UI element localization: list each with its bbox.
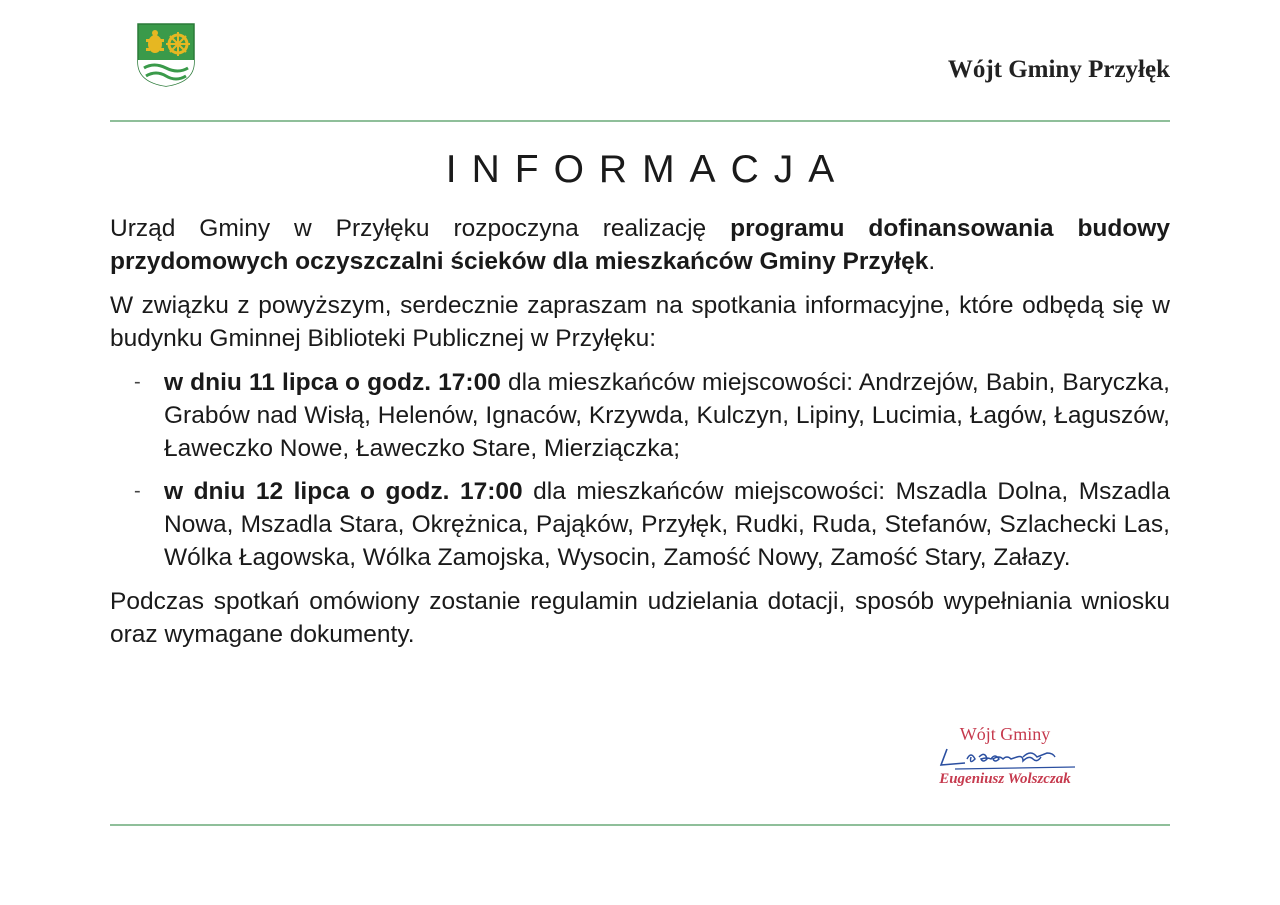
footer-divider bbox=[110, 824, 1170, 826]
intro-text: Urząd Gminy w Przyłęku rozpoczyna realizację bbox=[110, 215, 731, 242]
stamp-title: Wójt Gminy bbox=[959, 724, 1051, 744]
page-title: INFORMACJA bbox=[445, 148, 850, 191]
document-body bbox=[110, 212, 1170, 662]
meeting-villages: dla mieszkańców miejscowości: Andrzejów, Babin, Baryczka, Grabów nad Wisłą, Helenów, Ignaców, Krzywda, Kulczyn, Lipiny, Lucimia, Łagów, Łaguszów, Ławeczko Nowe, Ławeczko Stare, Mierziączka; bbox=[164, 369, 1170, 462]
intro-end: . bbox=[928, 248, 936, 275]
meeting-item bbox=[134, 366, 1170, 465]
closing-paragraph: Podczas spotkań omówiony zostanie regulamin udzielania dotacji, sposób wypełniania wniosku oraz wymagane dokumenty. bbox=[110, 588, 1170, 648]
intro-paragraph bbox=[110, 212, 1170, 278]
office-title: Wójt Gminy Przyłęk bbox=[947, 56, 1170, 83]
meeting-list bbox=[110, 366, 1170, 574]
signature-stamp bbox=[900, 724, 1110, 788]
header-divider bbox=[110, 120, 1170, 122]
meeting-villages: dla mieszkańców miejscowości: Mszadla Dolna, Mszadla Nowa, Mszadla Stara, Okrężnica, Pająków, Przyłęk, Rudki, Ruda, Stefanów, Szlachecki Las, Wólka Łagowska, Wólka Zamojska, Wysocin, Zamość Nowy, Zamość Stary, Załazy. bbox=[164, 478, 1170, 571]
coat-of-arms-icon bbox=[136, 22, 196, 88]
handwritten-signature bbox=[925, 745, 1085, 771]
invitation-paragraph: W związku z powyższym, serdecznie zapraszam na spotkania informacyjne, które odbędą się w budynku Gminnej Biblioteki Publicznej w Przyłęku: bbox=[110, 292, 1170, 352]
program-name: programu dofinansowania budowy przydomowych oczyszczalni ścieków dla mieszkańców Gminy Przyłęk bbox=[110, 215, 1170, 275]
signatory-name: Eugeniusz Wolszczak bbox=[939, 771, 1071, 787]
list-dash: - bbox=[134, 480, 141, 502]
meeting-date: w dniu 11 lipca o godz. 17:00 bbox=[164, 369, 501, 396]
meeting-date: w dniu 12 lipca o godz. 17:00 bbox=[164, 478, 523, 505]
list-dash: - bbox=[134, 371, 141, 393]
meeting-item bbox=[134, 475, 1170, 574]
